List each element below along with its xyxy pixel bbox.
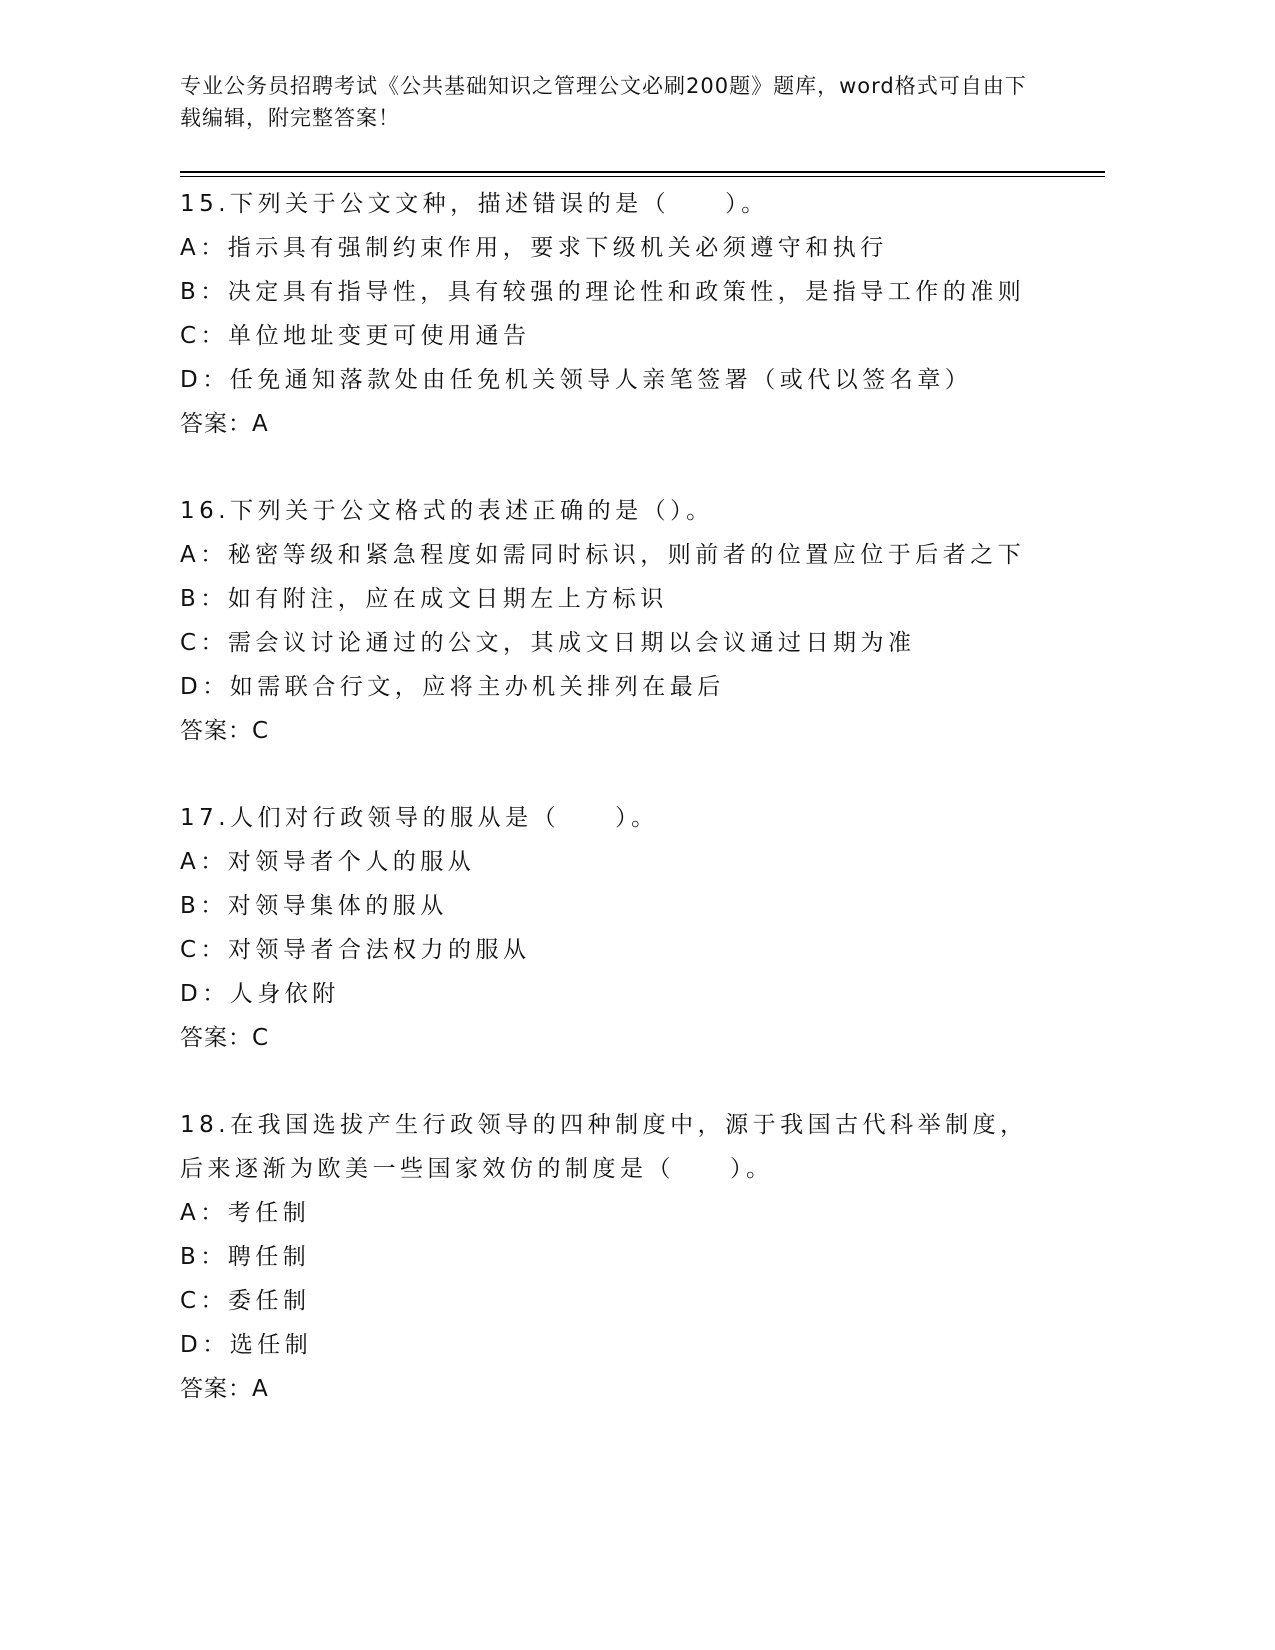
option-c: C：需会议讨论通过的公文，其成文日期以会议通过日期为准 bbox=[180, 630, 916, 656]
option-a: A：秘密等级和紧急程度如需同时标识，则前者的位置应位于后者之下 bbox=[180, 542, 1026, 568]
option-c: C：对领导者合法权力的服从 bbox=[180, 937, 531, 963]
option-c: C：单位地址变更可使用通告 bbox=[180, 323, 531, 349]
option-c: C：委任制 bbox=[180, 1288, 311, 1314]
question-18 bbox=[180, 1103, 1080, 1411]
document-header: 专业公务员招聘考试《公共基础知识之管理公文必刷200题》题库，word格式可自由下载编辑，附完整答案！ bbox=[180, 74, 1027, 130]
header-rule-thick bbox=[180, 171, 1105, 173]
question-list bbox=[180, 182, 1080, 1454]
question-stem: 17.人们对行政领导的服从是（ ）。 bbox=[180, 805, 659, 831]
option-a: A：对领导者个人的服从 bbox=[180, 849, 476, 875]
question-stem: 15.下列关于公文文种，描述错误的是（ ）。 bbox=[180, 191, 769, 217]
answer: 答案：C bbox=[180, 1025, 270, 1051]
question-17 bbox=[180, 796, 1080, 1060]
option-a: A：指示具有强制约束作用，要求下级机关必须遵守和执行 bbox=[180, 235, 888, 261]
question-stem: 后来逐渐为欧美一些国家效仿的制度是（ ）。 bbox=[180, 1156, 774, 1182]
option-d: D：选任制 bbox=[180, 1332, 313, 1358]
option-b: B：决定具有指导性，具有较强的理论性和政策性，是指导工作的准则 bbox=[180, 279, 1026, 305]
answer: 答案：A bbox=[180, 411, 269, 437]
option-d: D：如需联合行文，应将主办机关排列在最后 bbox=[180, 674, 725, 700]
option-b: B：聘任制 bbox=[180, 1244, 311, 1270]
option-d: D：人身依附 bbox=[180, 981, 340, 1007]
option-a: A：考任制 bbox=[180, 1200, 311, 1226]
question-15 bbox=[180, 182, 1080, 446]
answer: 答案：A bbox=[180, 1376, 269, 1402]
header-rule-thin bbox=[180, 176, 1105, 177]
option-b: B：对领导集体的服从 bbox=[180, 893, 448, 919]
answer: 答案：C bbox=[180, 718, 270, 744]
option-b: B：如有附注，应在成文日期左上方标识 bbox=[180, 586, 668, 612]
question-16 bbox=[180, 489, 1080, 753]
question-stem: 18.在我国选拔产生行政领导的四种制度中，源于我国古代科举制度， bbox=[180, 1112, 1028, 1138]
question-stem: 16.下列关于公文格式的表述正确的是（）。 bbox=[180, 498, 714, 524]
option-d: D：任免通知落款处由任免机关领导人亲笔签署（或代以签名章） bbox=[180, 367, 973, 393]
